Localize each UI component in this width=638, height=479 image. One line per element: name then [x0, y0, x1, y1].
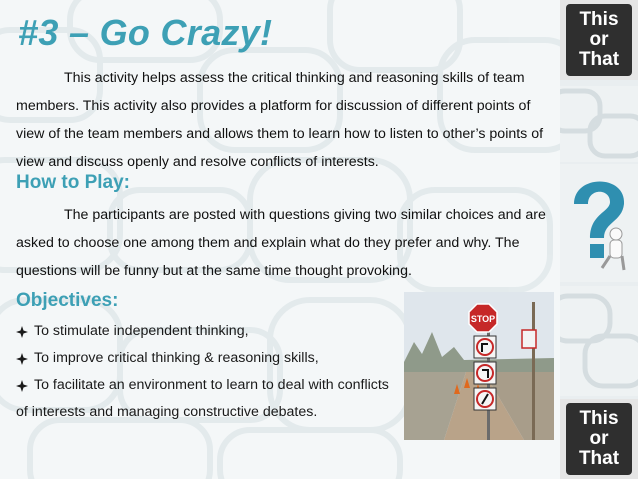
objective-text: To stimulate independent thinking,	[34, 323, 249, 339]
logo-word: or	[589, 29, 609, 50]
logo-word: This	[579, 9, 619, 30]
this-or-that-logo-bottom	[560, 399, 638, 479]
diamond-bullet-icon	[16, 353, 28, 365]
logo-word: That	[578, 49, 620, 70]
how-to-play-heading: How to Play:	[16, 172, 131, 193]
intro-paragraph	[16, 64, 556, 176]
objective-text: To improve critical thinking & reasoning skills,	[34, 350, 319, 366]
how-to-play-text: The participants are posted with questions giving two similar choices and are asked to choose one among them and explain what do they prefer and why. The questions will be funny but at the same time thought provoking.	[16, 207, 546, 279]
list-item	[16, 372, 406, 399]
sidebar	[560, 0, 638, 479]
question-man-icon	[560, 164, 638, 282]
list-item	[16, 318, 406, 345]
logo-word: This	[579, 408, 619, 429]
objectives-list	[16, 318, 406, 426]
pattern-tile	[560, 86, 638, 162]
diamond-bullet-icon	[16, 380, 28, 392]
logo-word: or	[589, 428, 609, 449]
diamond-bullet-icon	[16, 326, 28, 338]
objective-continuation: of interests and managing constructive debates.	[16, 404, 318, 420]
list-item	[16, 345, 406, 372]
intro-text: This activity helps assess the critical thinking and reasoning skills of team members. This activity also provides a platform for discussion of different points of view of the team members and allows them to learn how to listen to other’s points of view and discuss openly and resolve conflicts of interests.	[16, 70, 544, 170]
how-to-play-paragraph	[16, 201, 556, 285]
stop-sign-label: STOP	[470, 314, 496, 324]
slide-title: #3 – Go Crazy!	[18, 12, 273, 53]
objective-text: To facilitate an environment to learn to deal with conflicts	[34, 377, 389, 393]
pattern-tile	[560, 286, 638, 396]
this-or-that-logo-top	[560, 0, 638, 80]
road-signs-photo	[404, 292, 554, 440]
logo-word: That	[578, 448, 620, 469]
objectives-heading: Objectives:	[16, 290, 119, 311]
